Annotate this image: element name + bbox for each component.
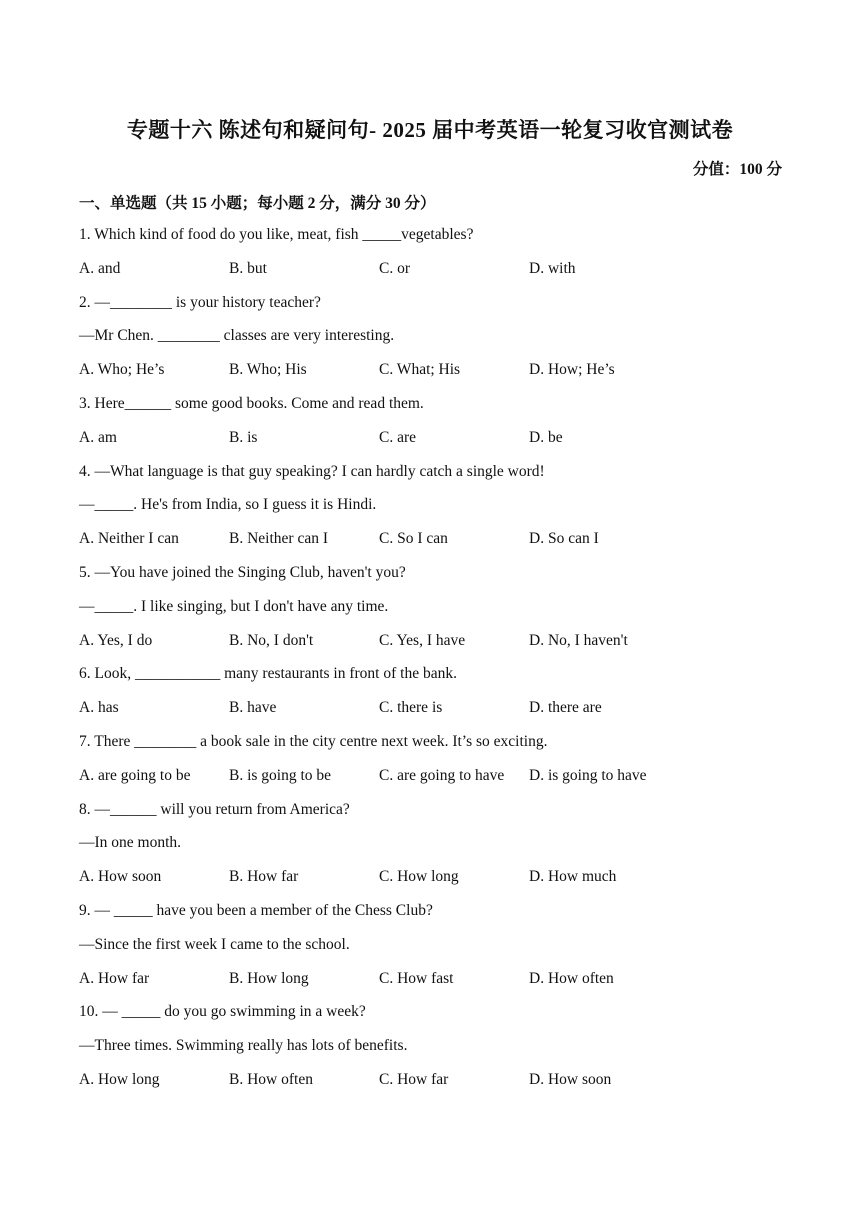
answer-options <box>79 962 799 996</box>
question-item <box>79 387 799 455</box>
answer-option-a[interactable]: A. and <box>79 259 121 277</box>
answer-option-a[interactable]: A. How soon <box>79 868 162 886</box>
question-stem: 3. Here______ some good books. Come and read them. <box>79 394 424 412</box>
answer-option-a[interactable]: A. Neither I can <box>79 530 179 548</box>
question-item <box>79 894 799 995</box>
answer-options <box>79 252 799 286</box>
answer-option-b[interactable]: B. Neither can I <box>229 530 328 548</box>
answer-option-d[interactable]: D. How often <box>529 969 614 987</box>
answer-option-c[interactable]: C. How fast <box>379 969 454 987</box>
question-item <box>79 218 799 286</box>
answer-option-c[interactable]: C. are <box>379 428 417 446</box>
answer-options <box>79 759 799 793</box>
answer-option-d[interactable]: D. How; He’s <box>529 361 615 379</box>
answer-option-a[interactable]: A. are going to be <box>79 766 191 784</box>
answer-options <box>79 1063 799 1097</box>
answer-option-b[interactable]: B. is <box>229 428 258 446</box>
question-list <box>79 218 799 1097</box>
question-response: —Mr Chen. ________ classes are very interesting. <box>79 327 395 345</box>
question-item <box>79 995 799 1096</box>
question-response: —_____. I like singing, but I don't have any time. <box>79 597 389 615</box>
question-stem: 7. There ________ a book sale in the city centre next week. It’s so exciting. <box>79 732 548 750</box>
answer-option-d[interactable]: D. is going to have <box>529 766 647 784</box>
answer-options <box>79 691 799 725</box>
question-stem: 6. Look, ___________ many restaurants in front of the bank. <box>79 665 457 683</box>
section-heading: 一、单选题（共 15 小题；每小题 2 分，满分 30 分） <box>79 195 436 212</box>
question-item <box>79 455 799 556</box>
answer-option-c[interactable]: C. How far <box>379 1070 449 1088</box>
answer-options <box>79 624 799 658</box>
answer-option-c[interactable]: C. What; His <box>379 361 461 379</box>
answer-options <box>79 522 799 556</box>
answer-options <box>79 353 799 387</box>
answer-option-c[interactable]: C. are going to have <box>379 766 505 784</box>
answer-option-d[interactable]: D. be <box>529 428 563 446</box>
answer-option-b[interactable]: B. How long <box>229 969 309 987</box>
answer-option-b[interactable]: B. is going to be <box>229 766 332 784</box>
answer-option-b[interactable]: B. Who; His <box>229 361 307 379</box>
answer-option-c[interactable]: C. Yes, I have <box>379 631 466 649</box>
question-response: —Three times. Swimming really has lots of benefits. <box>79 1037 408 1055</box>
answer-option-b[interactable]: B. How far <box>229 868 299 886</box>
answer-option-b[interactable]: B. No, I don't <box>229 631 314 649</box>
question-stem: 4. —What language is that guy speaking? I can hardly catch a single word! <box>79 462 545 480</box>
answer-options <box>79 421 799 455</box>
answer-option-d[interactable]: D. How soon <box>529 1070 612 1088</box>
answer-options <box>79 860 799 894</box>
answer-option-a[interactable]: A. How far <box>79 969 150 987</box>
question-stem: 9. — _____ have you been a member of the Chess Club? <box>79 901 433 919</box>
answer-option-d[interactable]: D. So can I <box>529 530 599 548</box>
question-response: —Since the first week I came to the school. <box>79 935 350 953</box>
question-stem: 2. —________ is your history teacher? <box>79 293 321 311</box>
answer-option-c[interactable]: C. How long <box>379 868 459 886</box>
question-item <box>79 556 799 657</box>
answer-option-d[interactable]: D. No, I haven't <box>529 631 628 649</box>
question-stem: 8. —______ will you return from America? <box>79 800 350 818</box>
question-item <box>79 286 799 387</box>
question-item <box>79 793 799 894</box>
answer-option-c[interactable]: C. So I can <box>379 530 448 548</box>
score-label: 分值：100 分 <box>692 161 782 178</box>
answer-option-b[interactable]: B. How often <box>229 1070 313 1088</box>
answer-option-c[interactable]: C. there is <box>379 699 443 717</box>
answer-option-b[interactable]: B. have <box>229 699 277 717</box>
question-stem: 5. —You have joined the Singing Club, haven't you? <box>79 563 406 581</box>
question-response: —_____. He's from India, so I guess it is Hindi. <box>79 496 377 514</box>
answer-option-a[interactable]: A. Yes, I do <box>79 631 153 649</box>
answer-option-c[interactable]: C. or <box>379 259 410 277</box>
answer-option-d[interactable]: D. How much <box>529 868 617 886</box>
question-item <box>79 725 799 793</box>
page-title: 专题十六 陈述句和疑问句- 2025 届中考英语一轮复习收官测试卷 <box>126 118 734 142</box>
answer-option-a[interactable]: A. Who; He’s <box>79 361 165 379</box>
question-stem: 10. — _____ do you go swimming in a week? <box>79 1003 366 1021</box>
answer-option-d[interactable]: D. with <box>529 259 576 277</box>
answer-option-b[interactable]: B. but <box>229 259 267 277</box>
question-item <box>79 657 799 725</box>
answer-option-d[interactable]: D. there are <box>529 699 602 717</box>
answer-option-a[interactable]: A. has <box>79 699 119 717</box>
answer-option-a[interactable]: A. am <box>79 428 117 446</box>
question-stem: 1. Which kind of food do you like, meat, fish _____vegetables? <box>79 226 474 243</box>
answer-option-a[interactable]: A. How long <box>79 1070 160 1088</box>
question-response: —In one month. <box>79 834 182 852</box>
